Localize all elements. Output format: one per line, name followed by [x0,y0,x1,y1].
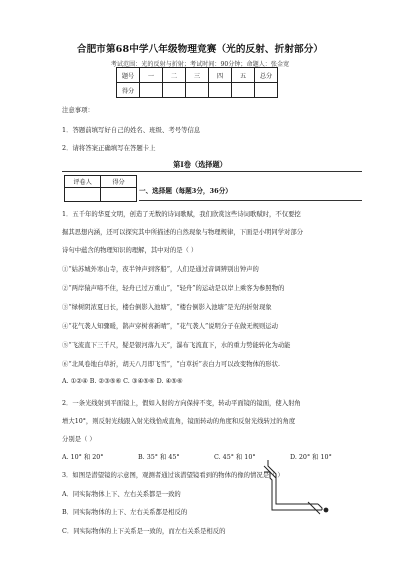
score-cell: 一 [140,68,163,83]
statement: ⑤“飞流直下三千尺，疑是银河落九天”，瀑布飞流直下，水的重力势能转化为动能 [62,342,291,349]
grader-table [64,175,137,202]
exam-title: 合肥市第68中学八年级物理竞赛（光的反射、折射部分） [76,44,324,55]
grader-label: 评卷人 [65,176,101,188]
score-cell: 二 [163,68,186,83]
score-cell [209,83,232,98]
question-stem: 3．如图是潜望镜的示意图，观测者通过该潜望镜看到的物体的像的情况是（ ） [62,472,284,479]
question-stem-line: 1．五千年的华夏文明，创造了无数的诗词歌赋，我们欣赏这些诗词歌赋时，不仅要挖 [62,211,301,218]
answer-option: B．同实际物体的上下、左右关系都是相反的 [62,509,188,516]
statement: ④“花气袭人知骤暖，鹊声穿树喜新晴”，“花气袭人”说明分子在做无规则运动 [62,323,278,330]
statement: ②“两岸猿声啼不住，轻舟已过万重山”，“轻舟”的运动是以岸上乘客为参照物的 [62,285,285,292]
score-cell: 五 [232,68,255,83]
score-cell: 题号 [117,68,140,83]
answer-option: D. 20° 和 10° [290,454,332,461]
answer-option: C. 45° 和 10° [214,454,256,461]
score-cell: 总分 [255,68,278,83]
grader-cell [65,188,101,202]
grader-label: 得分 [101,176,137,188]
statement: ⑥“北风卷地白草折，胡天八月即飞雪”，“白草折”表白力可以改变物体的形状. [62,361,280,368]
statement: ①“姑苏城外寒山寺，夜半钟声到客船”，人们是通过音调辨别出钟声的 [62,266,259,273]
statement: ③“绿树阴浓夏日长，楼台倒影入池塘”，“楼台倒影入池塘”是光的折射现象 [62,304,272,311]
divider [62,171,362,172]
question-stem-line: 2．一条光线射到平面镜上，假如入射的方向保持不变，转动平面镜的镜面，使入射角 [62,400,301,407]
periscope-diagram [262,458,332,516]
question-stem-line: 掘其思想内涵，还可以探究其中所描述的自然现象与物理规律，下面是小明同学对部分 [62,229,304,236]
answer-options: A. ①②④ B. ②③⑤⑥ C. ③④⑤⑥ D. ④⑤⑥ [62,378,183,385]
score-cell: 四 [209,68,232,83]
score-cell [163,83,186,98]
score-cell: 三 [186,68,209,83]
answer-option: A．同实际物体上下、左右关系都是一致的 [62,491,181,498]
question-stem-line: 增大10°，则反射光线跟入射光线恰成直角，镜面转动的角度和反射光线转过的角度 [62,418,296,425]
question-stem-line: 诗句中蕴含的物理知识的理解，其中对的是（ ） [62,247,198,254]
score-cell [186,83,209,98]
exam-meta: 考试范围：光的反射与折射；考试时间：90分钟；命题人：张金宽 [110,61,290,68]
note-item: 2．请将答案正确填写在答题卡上 [62,144,156,152]
score-cell: 得分 [117,83,140,98]
periscope-outer-wall [268,460,318,504]
score-cell [232,83,255,98]
notes-heading: 注意事项： [62,106,94,114]
score-table-header-row [117,68,278,83]
periscope-corner [318,504,322,510]
answer-option: B. 35° 和 45° [138,454,180,461]
eye-icon [324,508,329,513]
note-item: 1．答题前填写好自己的姓名、班级、考号等信息 [62,126,201,134]
section-title: 一、选择题（每题3分，36分） [139,187,232,195]
score-cell [140,83,163,98]
question-stem-line: 分别是（ ） [62,436,96,443]
volume-title: 第Ⅰ卷（选择题） [173,160,227,169]
score-table-value-row [117,83,278,98]
score-table [116,67,278,98]
grader-cell [101,188,137,202]
score-cell [255,83,278,98]
answer-option: A. 10° 和 20° [62,454,104,461]
answer-option: C．同实际物体的上下关系是一致的，而左右关系是相反的 [62,528,226,535]
divider [139,200,362,201]
